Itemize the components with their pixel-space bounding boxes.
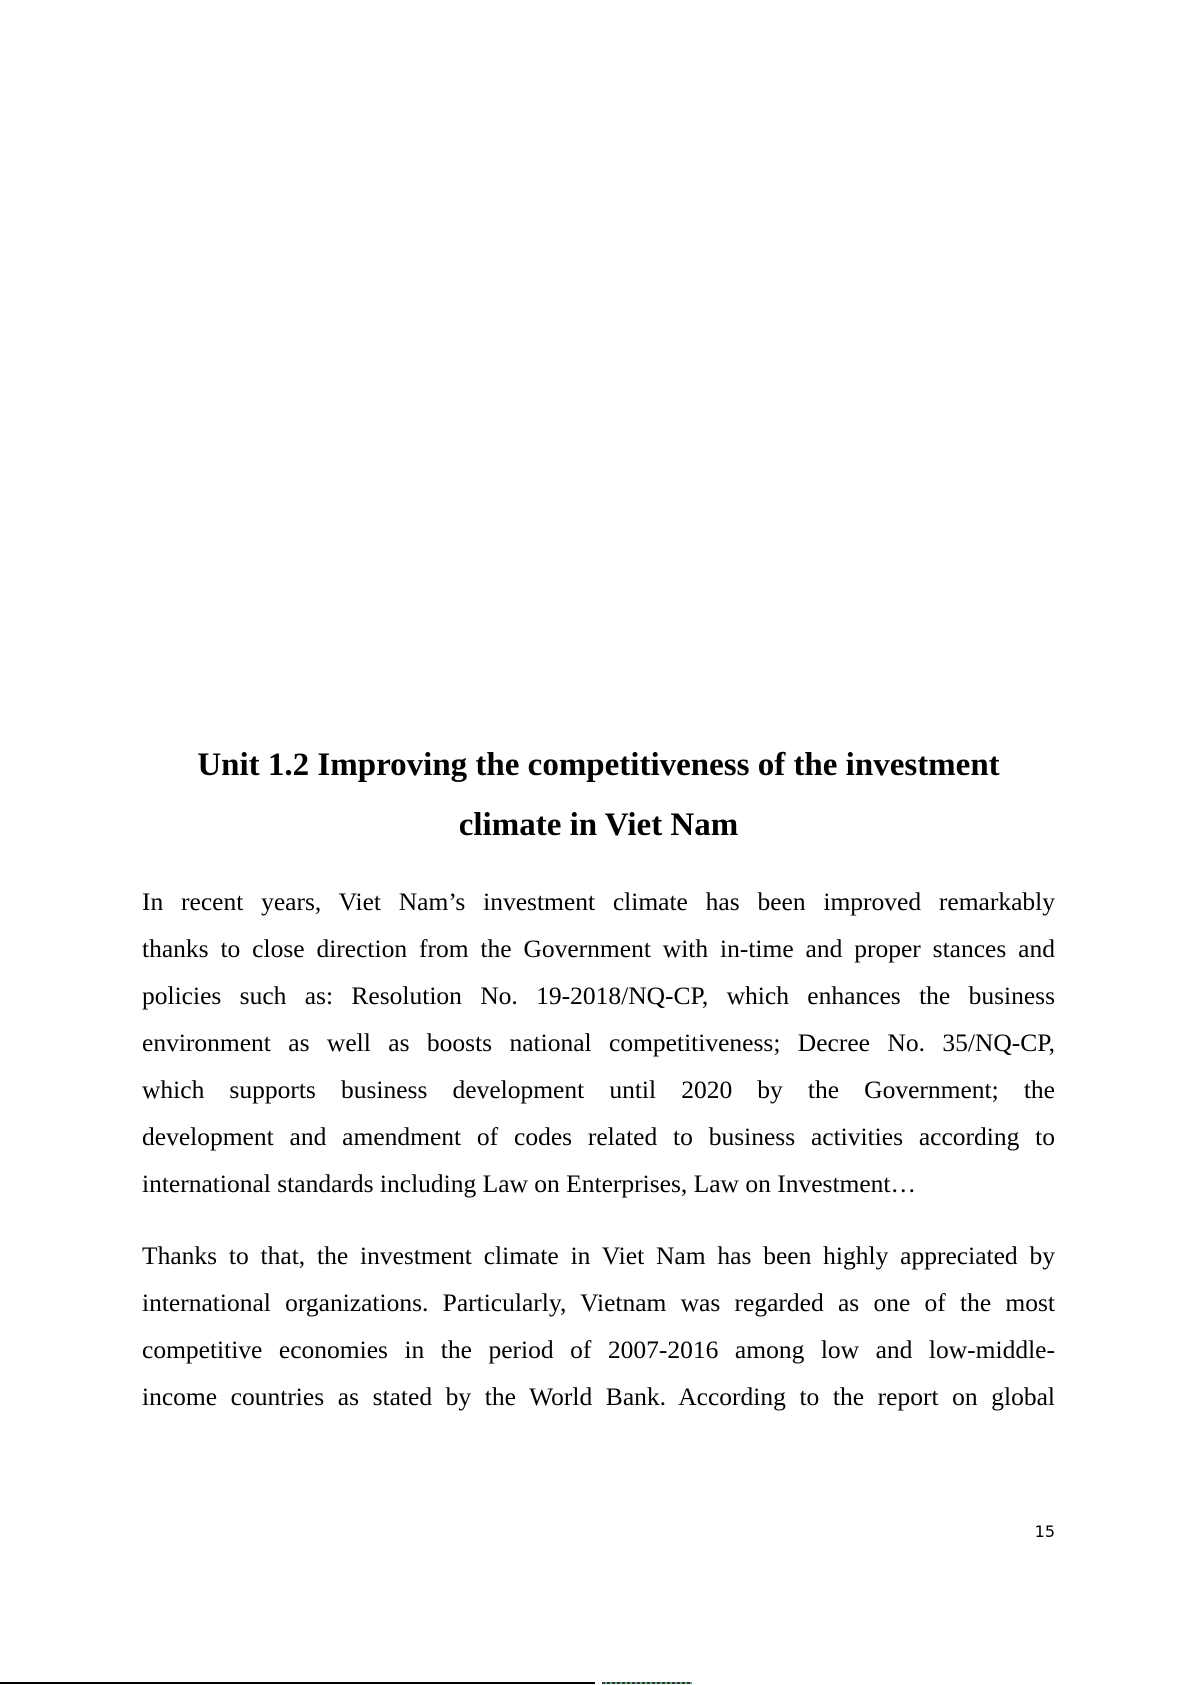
text-line: In recent years, Viet Nam’s investment climate has been improved remarkably [142, 887, 1055, 916]
paragraph-2 [142, 1232, 1055, 1420]
text-line: competitive economies in the period of 2007-2016 among low and low-middle- [142, 1335, 1055, 1364]
text-line: thanks to close direction from the Government with in-time and proper stances and [142, 934, 1055, 963]
footer-rule-segment [602, 1682, 692, 1684]
text-line: income countries as stated by the World Bank. According to the report on global [142, 1382, 1055, 1411]
section-heading [142, 735, 1055, 855]
text-line: development and amendment of codes related to business activities according to [142, 1122, 1055, 1151]
text-line: environment as well as boosts national competitiveness; Decree No. 35/NQ-CP, [142, 1028, 1055, 1057]
page-number: 15 [1034, 1522, 1055, 1541]
heading-line-1: Unit 1.2 Improving the competitiveness of the investment [197, 747, 1000, 783]
footer-rule [0, 1682, 595, 1684]
text-line: international organizations. Particularly, Vietnam was regarded as one of the most [142, 1288, 1055, 1317]
text-line: policies such as: Resolution No. 19-2018/NQ-CP, which enhances the business [142, 981, 1055, 1010]
text-line: which supports business development until 2020 by the Government; the [142, 1075, 1055, 1104]
heading-line-2: climate in Viet Nam [458, 807, 739, 843]
text-line: international standards including Law on Enterprises, Law on Investment… [142, 1169, 917, 1198]
paragraph-1 [142, 878, 1055, 1207]
text-line: Thanks to that, the investment climate in Viet Nam has been highly appreciated by [142, 1241, 1055, 1270]
